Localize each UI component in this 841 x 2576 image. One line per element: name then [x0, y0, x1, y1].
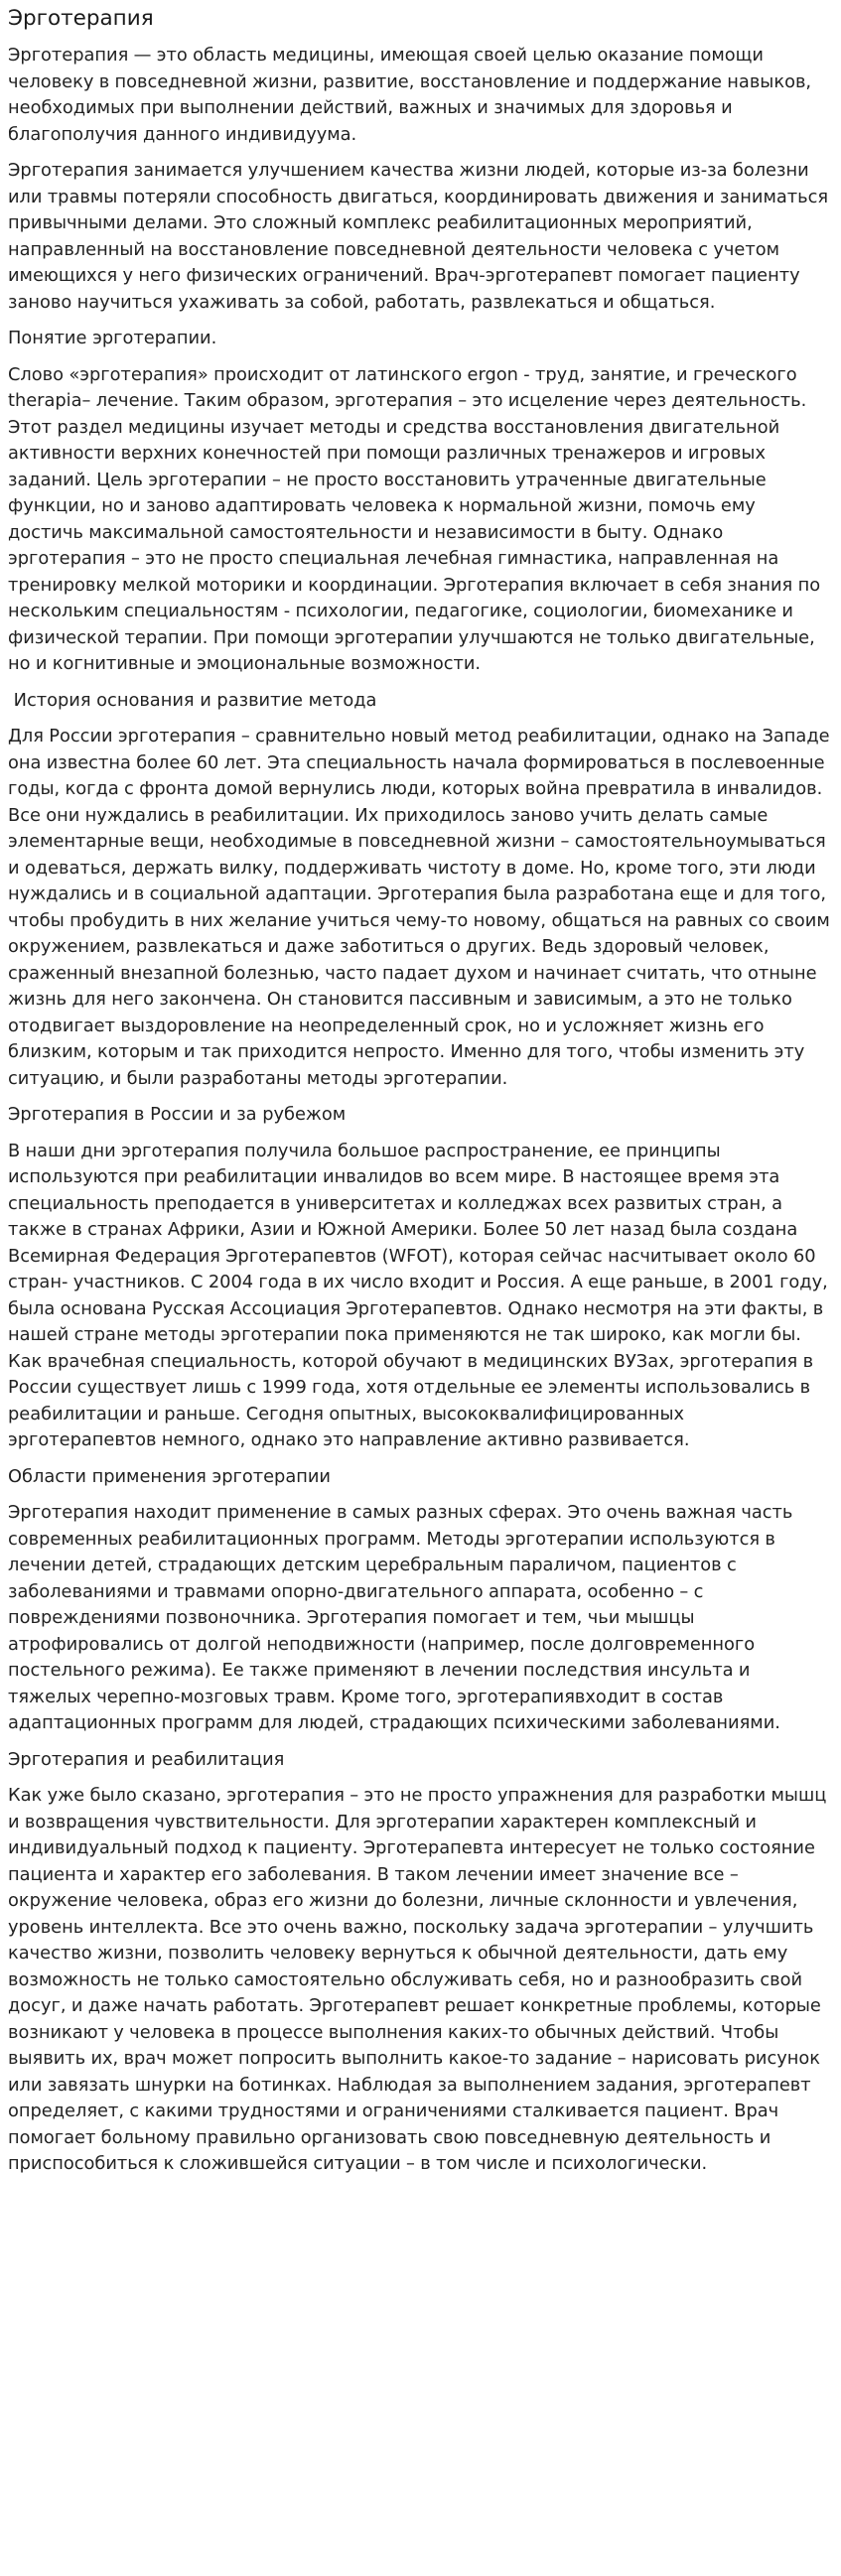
intro-paragraph-1: Эрготерапия — это область медицины, имеющая своей целью оказание помощи человеку в повседневной жизни, развитие, восстановление и поддержание навыков, необходимых при выполнении действий, важных и значимых для здоровья и благополучия данного индивидуума.	[8, 45, 812, 145]
section-heading-russia-abroad: Эрготерапия в России и за рубежом	[8, 1104, 347, 1125]
section-heading-rehabilitation: Эрготерапия и реабилитация	[8, 1748, 285, 1770]
concept-paragraph: Слово «эрготерапия» происходит от латинского ergon - труд, занятие, и греческого therapia– лечение. Таким образом, эрготерапия – это исцеление через деятельность. Этот раздел медицины изучает методы и средства восстановления двигательной активности верхних конечностей при помощи различных тренажеров и игровых заданий. Цель эрготерапии – не просто восстановить утраченные двигательные функции, но и заново адаптировать человека к нормальной жизни, помочь ему достичь максимальной самостоятельности и независимости в быту. Однако эрготерапия – это не просто специальная лечебная гимнастика, направленная на тренировку мелкой моторики и координации. Эрготерапия включает в себя знания по нескольким специальностям - психологии, педагогике, социологии, биомеханике и физической терапии. При помощи эрготерапии улучшаются не только двигательные, но и когнитивные и эмоциональные возможности.	[8, 363, 821, 674]
russia-abroad-paragraph: В наши дни эрготерапия получила большое распространение, ее принципы используются при реабилитации инвалидов во всем мире. В настоящее время эта специальность преподается в университетах и колледжах всех развитых стран, а также в странах Африки, Азии и Южной Америки. Более 50 лет назад была создана Всемирная Федерация Эрготерапевтов (WFOT), которая сейчас насчитывает около 60 стран- участников. С 2004 года в их число входит и Россия. А еще раньше, в 2001 году, была основана Русская Ассоциация Эрготерапевтов. Однако несмотря на эти факты, в нашей стране методы эрготерапии пока применяются не так широко, как могли бы. Как врачебная специальность, которой обучают в медицинских ВУЗах, эрготерапия в России существует лишь с 1999 года, хотя отдельные ее элементы использовались в реабилитации и раньше. Сегодня опытных, высококвалифицированных эрготерапевтов немного, однако это направление активно развивается.	[8, 1140, 828, 1450]
rehabilitation-paragraph: Как уже было сказано, эрготерапия – это не просто упражнения для разработки мышц и возвращения чувствительности. Для эрготерапии характерен комплексный и индивидуальный подход к пациенту. Эрготерапевта интересует не только состояние пациента и характер его заболевания. В таком лечении имеет значение все – окружение человека, образ его жизни до болезни, личные склонности и увлечения, уровень интеллекта. Все это очень важно, поскольку задача эрготерапии – улучшить качество жизни, позволить человеку вернуться к обычной деятельности, дать ему возможность не только самостоятельно обслуживать себя, но и разнообразить свой досуг, и даже начать работать. Эрготерапевт решает конкретные проблемы, которые возникают у человека в процессе выполнения каких-то обычных действий. Чтобы выявить их, врач может попросить выполнить какое-то задание – нарисовать рисунок или завязать шнурки на ботинках. Наблюдая за выполнением задания, эрготерапевт определяет, с какими трудностями и ограничениями сталкивается пациент. Врач помогает больному правильно организовать свою повседневную деятельность и приспособиться к сложившейся ситуации – в том числе и психологически.	[8, 1785, 827, 2174]
section-heading-concept: Понятие эрготерапии.	[8, 328, 217, 348]
section-heading-history: История основания и развитие метода	[8, 689, 377, 711]
section-heading-applications: Области применения эрготерапии	[8, 1465, 331, 1487]
applications-paragraph: Эрготерапия находит применение в самых разных сферах. Это очень важная часть современных реабилитационных программ. Методы эрготерапии используются в лечении детей, страдающих детским церебральным параличом, пациентов с заболеваниями и травмами опорно-двигательного аппарата, особенно – с повреждениями позвоночника. Эрготерапия помогает и тем, чьи мышцы атрофировались от долгой неподвижности (например, после долговременного постельного режима). Ее также применяют в лечении последствия инсульта и тяжелых черепно-мозговых травм. Кроме того, эрготерапиявходит в состав адаптационных программ для людей, страдающих психическими заболеваниями.	[8, 1502, 793, 1733]
history-paragraph: Для России эрготерапия – сравнительно новый метод реабилитации, однако на Западе она известна более 60 лет. Эта специальность начала формироваться в послевоенные годы, когда с фронта домой вернулись люди, которых война превратила в инвалидов. Все они нуждались в реабилитации. Их приходилось заново учить делать самые элементарные вещи, необходимые в повседневной жизни – самостоятельноумываться и одеваться, держать вилку, поддерживать чистоту в доме. Но, кроме того, эти люди нуждались и в социальной адаптации. Эрготерапия была разработана еще и для того, чтобы пробудить в них желание учиться чему-то новому, общаться на равных со своим окружением, развлекаться и даже заботиться о других. Ведь здоровый человек, сраженный внезапной болезнью, часто падает духом и начинает считать, что отныне жизнь для него закончена. Он становится пассивным и зависимым, а это не только отодвигает выздоровление на неопределенный срок, но и усложняет жизнь его близким, которым и так приходится непросто. Именно для того, чтобы изменить эту ситуацию, и были разработаны методы эрготерапии.	[8, 726, 830, 1089]
page-title: Эрготерапия	[8, 6, 154, 31]
intro-paragraph-2: Эрготерапия занимается улучшением качества жизни людей, которые из-за болезни или травмы потеряли способность двигаться, координировать движения и заниматься привычными делами. Это сложный комплекс реабилитационных мероприятий, направленный на восстановление повседневной деятельности человека с учетом имеющихся у него физических ограничений. Врач-эрготерапевт помогает пациенту заново научиться ухаживать за собой, работать, развлекаться и общаться.	[8, 160, 829, 313]
